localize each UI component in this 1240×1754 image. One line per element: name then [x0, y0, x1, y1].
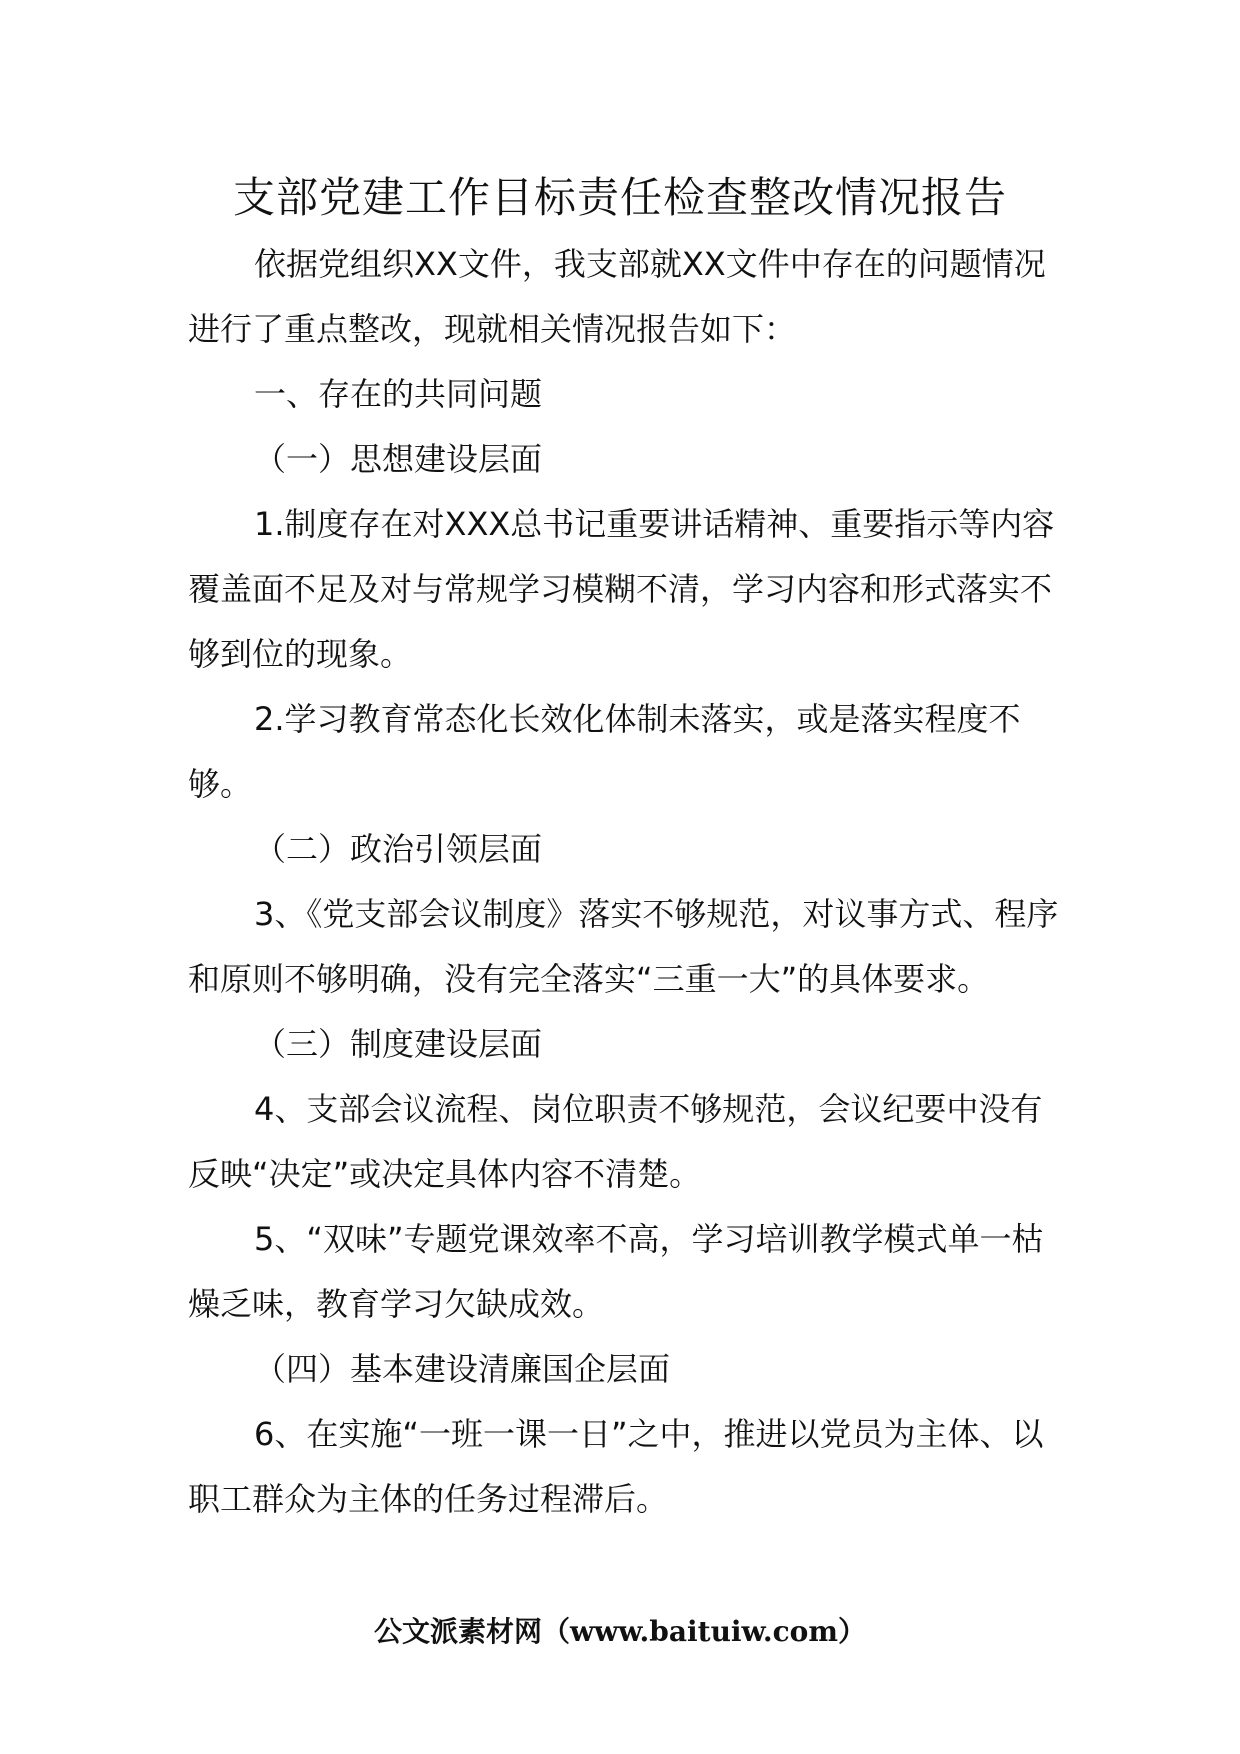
document-body — [188, 232, 1060, 1532]
subsection-heading-4: （四）基本建设清廉国企层面 — [254, 1350, 671, 1388]
item-paragraph-3: 3、《党支部会议制度》落实不够规范，对议事方式、程序和原则不够明确，没有完全落实“三重一大”的具体要求。 — [188, 895, 1059, 998]
section-heading-1: 一、存在的共同问题 — [254, 375, 543, 413]
subsection-heading-1: （一）思想建设层面 — [254, 440, 543, 478]
item-paragraph-5: 5、“双味”专题党课效率不高，学习培训教学模式单一枯燥乏味，教育学习欠缺成效。 — [188, 1220, 1044, 1323]
subsection-heading-2: （二）政治引领层面 — [254, 830, 543, 868]
item-paragraph-1: 1.制度存在对XXX总书记重要讲话精神、重要指示等内容覆盖面不足及对与常规学习模糊不清，学习内容和形式落实不够到位的现象。 — [188, 505, 1055, 673]
intro-paragraph: 依据党组织XX文件，我支部就XX文件中存在的问题情况进行了重点整改，现就相关情况报告如下： — [188, 245, 1046, 348]
document-title: 支部党建工作目标责任检查整改情况报告 — [232, 173, 1007, 222]
item-paragraph-6: 6、在实施“一班一课一日”之中，推进以党员为主体、以职工群众为主体的任务过程滞后。 — [188, 1415, 1044, 1518]
subsection-heading-3: （三）制度建设层面 — [254, 1025, 543, 1063]
item-paragraph-4: 4、支部会议流程、岗位职责不够规范，会议纪要中没有反映“决定”或决定具体内容不清楚。 — [188, 1090, 1043, 1193]
item-paragraph-2: 2.学习教育常态化长效化体制未落实，或是落实程度不够。 — [188, 700, 1021, 803]
footer-watermark: 公文派素材网（www.baituiw.com） — [374, 1615, 866, 1648]
